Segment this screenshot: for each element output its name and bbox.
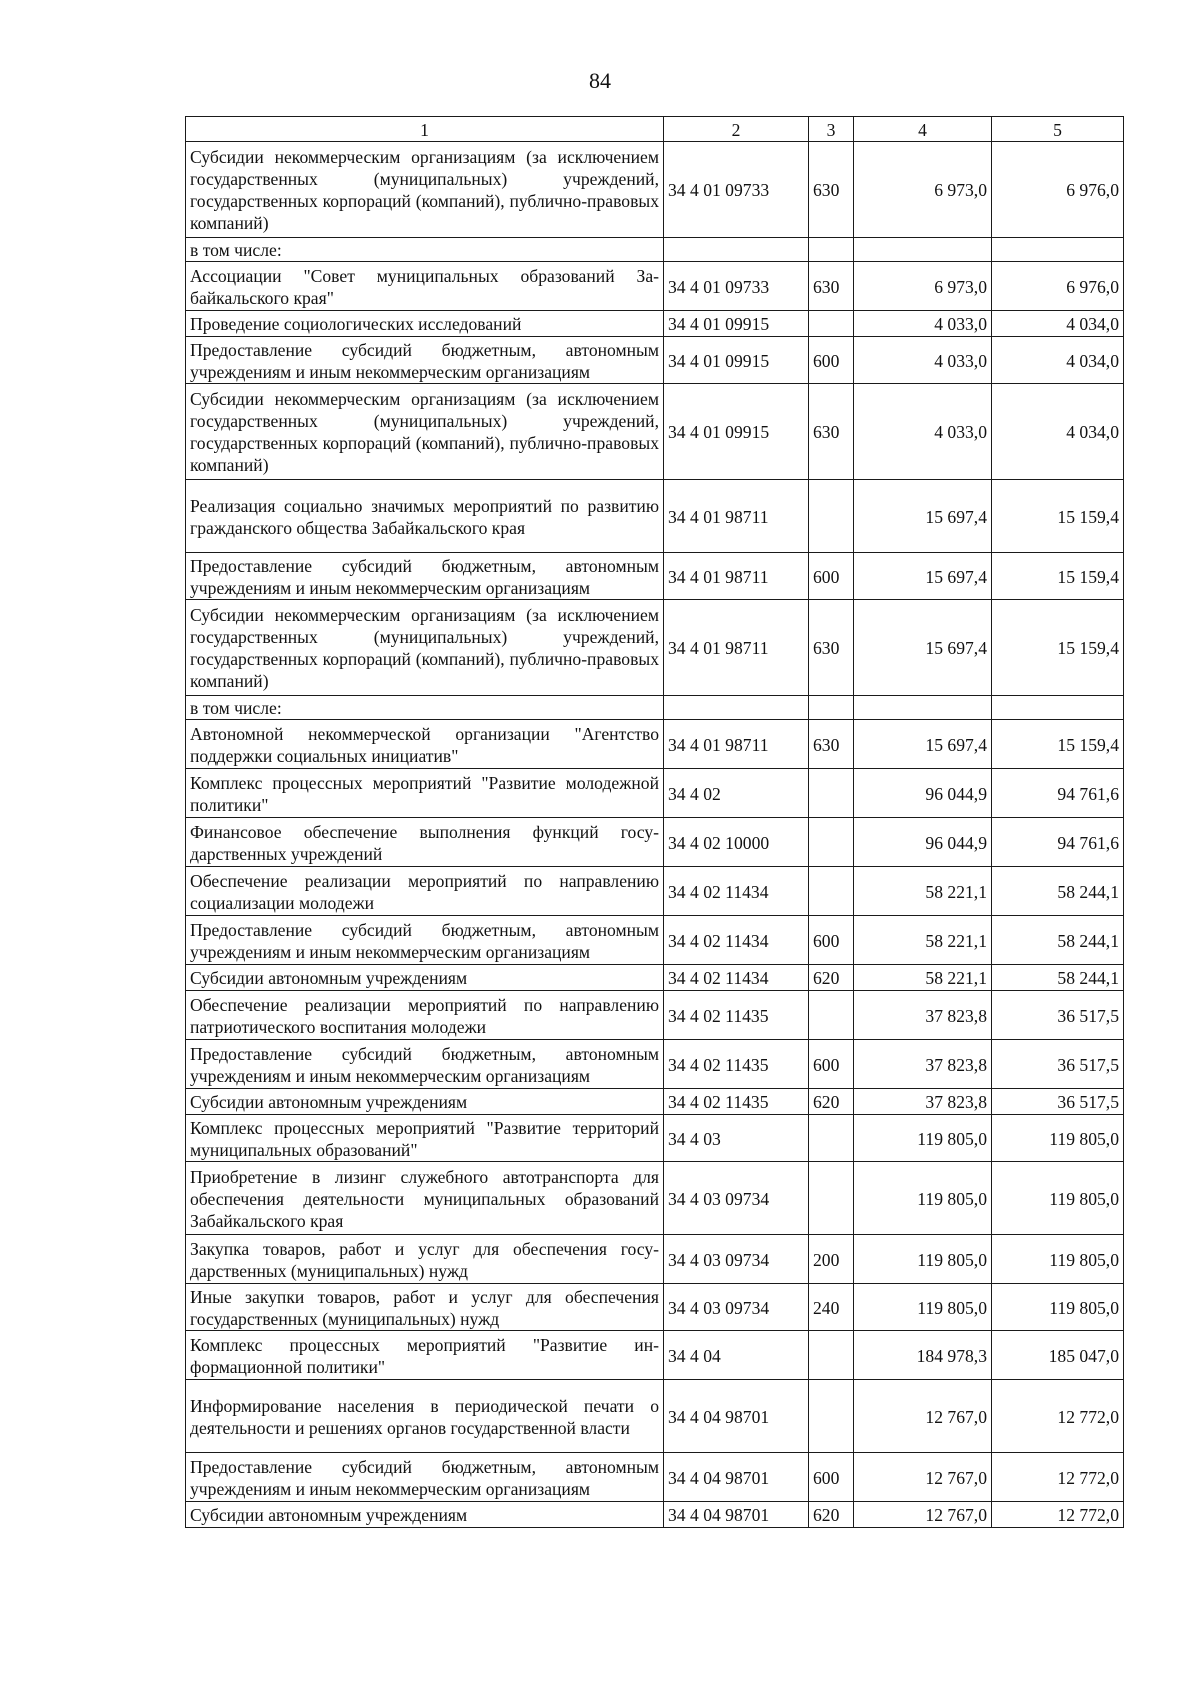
- row-amount-col5: 12 772,0: [992, 1502, 1124, 1528]
- row-code: 34 4 02 11434: [664, 916, 809, 965]
- table-row: [186, 480, 1124, 553]
- row-name: Реализация социально значимых мероприятий по развитию гражданского общества Забайкальского края: [186, 480, 664, 553]
- row-code: 34 4 04 98701: [664, 1502, 809, 1528]
- row-name: Предоставление субсидий бюджетным, автономным учреждениям и иным некоммерческим организациям: [186, 1040, 664, 1089]
- table-row: [186, 384, 1124, 480]
- page-number: 84: [589, 68, 611, 93]
- row-expense-type: 630: [809, 262, 854, 311]
- row-amount-col5: 12 772,0: [992, 1453, 1124, 1502]
- row-amount-col5: 119 805,0: [992, 1162, 1124, 1235]
- table-row: [186, 916, 1124, 965]
- row-code: 34 4 02 11435: [664, 1040, 809, 1089]
- row-amount-col4: 37 823,8: [854, 1040, 992, 1089]
- row-expense-type: [809, 238, 854, 262]
- row-code: 34 4 02: [664, 769, 809, 818]
- row-amount-col4: 119 805,0: [854, 1235, 992, 1284]
- row-expense-type: 620: [809, 965, 854, 991]
- row-amount-col4: 96 044,9: [854, 818, 992, 867]
- row-amount-col4: 15 697,4: [854, 553, 992, 600]
- row-amount-col5: 94 761,6: [992, 769, 1124, 818]
- row-code: 34 4 03 09734: [664, 1162, 809, 1235]
- row-expense-type: 600: [809, 1040, 854, 1089]
- table-row: [186, 311, 1124, 337]
- row-amount-col4: 4 033,0: [854, 384, 992, 480]
- row-code: 34 4 02 11435: [664, 1089, 809, 1115]
- table-row: [186, 1284, 1124, 1331]
- row-amount-col5: 185 047,0: [992, 1331, 1124, 1380]
- row-amount-col5: 6 976,0: [992, 142, 1124, 238]
- row-amount-col5: 4 034,0: [992, 384, 1124, 480]
- table-row: [186, 238, 1124, 262]
- row-code: 34 4 02 11434: [664, 867, 809, 916]
- row-name: Предоставление субсидий бюджетным, автономным учреждениям и иным некоммерческим организациям: [186, 1453, 664, 1502]
- header-col-5: 5: [992, 117, 1124, 142]
- header-col-4: 4: [854, 117, 992, 142]
- row-amount-col4: 15 697,4: [854, 480, 992, 553]
- row-amount-col5: 15 159,4: [992, 480, 1124, 553]
- row-amount-col4: 12 767,0: [854, 1453, 992, 1502]
- row-expense-type: 600: [809, 916, 854, 965]
- row-name: Комплекс процессных мероприятий "Развитие молодежной политики": [186, 769, 664, 818]
- row-name: в том числе:: [186, 696, 664, 720]
- row-expense-type: [809, 1331, 854, 1380]
- row-amount-col4: 15 697,4: [854, 600, 992, 696]
- table-row: [186, 262, 1124, 311]
- table-row: [186, 818, 1124, 867]
- table-row: [186, 769, 1124, 818]
- row-amount-col4: 6 973,0: [854, 262, 992, 311]
- row-name: Предоставление субсидий бюджетным, автономным учреждениям и иным некоммерческим организациям: [186, 553, 664, 600]
- table-row: [186, 1380, 1124, 1453]
- header-col-2: 2: [664, 117, 809, 142]
- row-expense-type: [809, 1162, 854, 1235]
- row-expense-type: 630: [809, 720, 854, 769]
- row-amount-col4: [854, 696, 992, 720]
- table-body: [186, 142, 1124, 1528]
- row-expense-type: 630: [809, 384, 854, 480]
- table-row: [186, 1115, 1124, 1162]
- row-amount-col4: 4 033,0: [854, 337, 992, 384]
- row-code: 34 4 04: [664, 1331, 809, 1380]
- row-amount-col5: 119 805,0: [992, 1235, 1124, 1284]
- row-amount-col5: 12 772,0: [992, 1380, 1124, 1453]
- row-name: Автономной некоммерческой организации "Агентство поддержки социальных инициатив": [186, 720, 664, 769]
- row-code: 34 4 04 98701: [664, 1380, 809, 1453]
- row-amount-col4: [854, 238, 992, 262]
- row-name: Предоставление субсидий бюджетным, автономным учреждениям и иным некоммерческим организациям: [186, 337, 664, 384]
- table-row: [186, 1453, 1124, 1502]
- row-amount-col4: 6 973,0: [854, 142, 992, 238]
- row-code: 34 4 02 11434: [664, 965, 809, 991]
- row-code: 34 4 01 98711: [664, 480, 809, 553]
- row-amount-col4: 58 221,1: [854, 867, 992, 916]
- row-amount-col5: 15 159,4: [992, 553, 1124, 600]
- table-row: [186, 1235, 1124, 1284]
- table-row: [186, 1089, 1124, 1115]
- row-code: 34 4 03 09734: [664, 1235, 809, 1284]
- row-name: Субсидии некоммерческим организациям (за исключением государственных (муниципальных) учреждений, государственных корпораций (компаний), публично-правовых компаний): [186, 600, 664, 696]
- row-expense-type: 620: [809, 1502, 854, 1528]
- table-row: [186, 867, 1124, 916]
- row-code: 34 4 01 98711: [664, 600, 809, 696]
- row-amount-col5: 36 517,5: [992, 1040, 1124, 1089]
- row-name: Закупка товаров, работ и услуг для обеспечения государственных (муниципальных) нужд: [186, 1235, 664, 1284]
- row-amount-col5: [992, 238, 1124, 262]
- row-amount-col4: 58 221,1: [854, 965, 992, 991]
- row-amount-col5: 58 244,1: [992, 965, 1124, 991]
- header-row: [186, 117, 1124, 142]
- row-amount-col4: 37 823,8: [854, 991, 992, 1040]
- row-name: Приобретение в лизинг служебного автотранспорта для обеспечения деятельности муниципальных образований Забайкальского края: [186, 1162, 664, 1235]
- table-row: [186, 1162, 1124, 1235]
- row-expense-type: 200: [809, 1235, 854, 1284]
- row-amount-col5: 15 159,4: [992, 720, 1124, 769]
- row-name: Ассоциации "Совет муниципальных образований Забайкальского края": [186, 262, 664, 311]
- row-amount-col5: 119 805,0: [992, 1284, 1124, 1331]
- row-name: Финансовое обеспечение выполнения функций государственных учреждений: [186, 818, 664, 867]
- row-name: Иные закупки товаров, работ и услуг для обеспечения государственных (муниципальных) нужд: [186, 1284, 664, 1331]
- row-expense-type: [809, 696, 854, 720]
- row-expense-type: [809, 1380, 854, 1453]
- header-col-1: 1: [186, 117, 664, 142]
- row-amount-col5: 6 976,0: [992, 262, 1124, 311]
- row-amount-col4: 12 767,0: [854, 1502, 992, 1528]
- row-amount-col5: [992, 696, 1124, 720]
- table-row: [186, 553, 1124, 600]
- table-row: [186, 337, 1124, 384]
- row-expense-type: [809, 769, 854, 818]
- row-code: 34 4 01 98711: [664, 720, 809, 769]
- row-expense-type: [809, 480, 854, 553]
- row-amount-col5: 94 761,6: [992, 818, 1124, 867]
- row-name: Субсидии некоммерческим организациям (за исключением государственных (муниципальных) учреждений, государственных корпораций (компаний), публично-правовых компаний): [186, 142, 664, 238]
- row-expense-type: [809, 1115, 854, 1162]
- row-amount-col5: 58 244,1: [992, 867, 1124, 916]
- row-amount-col4: 119 805,0: [854, 1162, 992, 1235]
- row-amount-col4: 4 033,0: [854, 311, 992, 337]
- row-expense-type: 600: [809, 1453, 854, 1502]
- table-row: [186, 600, 1124, 696]
- row-name: Информирование населения в периодической печати о деятельности и решениях органов государственной власти: [186, 1380, 664, 1453]
- row-amount-col5: 58 244,1: [992, 916, 1124, 965]
- row-name: Обеспечение реализации мероприятий по направлению патриотического воспитания молодежи: [186, 991, 664, 1040]
- row-amount-col5: 36 517,5: [992, 1089, 1124, 1115]
- row-name: Субсидии автономным учреждениям: [186, 1089, 664, 1115]
- row-code: [664, 238, 809, 262]
- table-row: [186, 720, 1124, 769]
- row-amount-col4: 119 805,0: [854, 1115, 992, 1162]
- row-amount-col4: 119 805,0: [854, 1284, 992, 1331]
- row-expense-type: 600: [809, 553, 854, 600]
- row-name: Обеспечение реализации мероприятий по направлению социализации молодежи: [186, 867, 664, 916]
- row-expense-type: [809, 818, 854, 867]
- table-row: [186, 965, 1124, 991]
- row-name: Субсидии некоммерческим организациям (за исключением государственных (муниципальных) учреждений, государственных корпораций (компаний), публично-правовых компаний): [186, 384, 664, 480]
- row-expense-type: 630: [809, 142, 854, 238]
- row-expense-type: [809, 311, 854, 337]
- row-amount-col4: 184 978,3: [854, 1331, 992, 1380]
- table-row: [186, 1040, 1124, 1089]
- row-expense-type: 600: [809, 337, 854, 384]
- row-expense-type: 630: [809, 600, 854, 696]
- row-code: 34 4 03: [664, 1115, 809, 1162]
- row-name: Проведение социологических исследований: [186, 311, 664, 337]
- table-row: [186, 991, 1124, 1040]
- row-name: Субсидии автономным учреждениям: [186, 1502, 664, 1528]
- row-amount-col4: 37 823,8: [854, 1089, 992, 1115]
- row-code: 34 4 01 09733: [664, 262, 809, 311]
- row-amount-col4: 96 044,9: [854, 769, 992, 818]
- row-expense-type: [809, 867, 854, 916]
- row-expense-type: [809, 991, 854, 1040]
- row-code: 34 4 01 98711: [664, 553, 809, 600]
- table-row: [186, 1502, 1124, 1528]
- table-row: [186, 1331, 1124, 1380]
- row-expense-type: 620: [809, 1089, 854, 1115]
- row-amount-col5: 15 159,4: [992, 600, 1124, 696]
- header-col-3: 3: [809, 117, 854, 142]
- row-code: [664, 696, 809, 720]
- row-name: в том числе:: [186, 238, 664, 262]
- row-code: 34 4 02 10000: [664, 818, 809, 867]
- row-amount-col5: 4 034,0: [992, 311, 1124, 337]
- row-expense-type: 240: [809, 1284, 854, 1331]
- row-amount-col4: 58 221,1: [854, 916, 992, 965]
- row-amount-col4: 15 697,4: [854, 720, 992, 769]
- row-name: Комплекс процессных мероприятий "Развитие информационной политики": [186, 1331, 664, 1380]
- row-amount-col5: 36 517,5: [992, 991, 1124, 1040]
- table-row: [186, 142, 1124, 238]
- row-code: 34 4 01 09915: [664, 311, 809, 337]
- row-code: 34 4 01 09915: [664, 337, 809, 384]
- table-row: [186, 696, 1124, 720]
- row-code: 34 4 02 11435: [664, 991, 809, 1040]
- row-code: 34 4 01 09915: [664, 384, 809, 480]
- row-amount-col5: 119 805,0: [992, 1115, 1124, 1162]
- budget-table: [185, 116, 1124, 1528]
- row-name: Субсидии автономным учреждениям: [186, 965, 664, 991]
- row-code: 34 4 03 09734: [664, 1284, 809, 1331]
- row-name: Комплекс процессных мероприятий "Развитие территорий муниципальных образований": [186, 1115, 664, 1162]
- row-amount-col5: 4 034,0: [992, 337, 1124, 384]
- row-code: 34 4 04 98701: [664, 1453, 809, 1502]
- table-header: [186, 117, 1124, 142]
- row-amount-col4: 12 767,0: [854, 1380, 992, 1453]
- row-code: 34 4 01 09733: [664, 142, 809, 238]
- row-name: Предоставление субсидий бюджетным, автономным учреждениям и иным некоммерческим организациям: [186, 916, 664, 965]
